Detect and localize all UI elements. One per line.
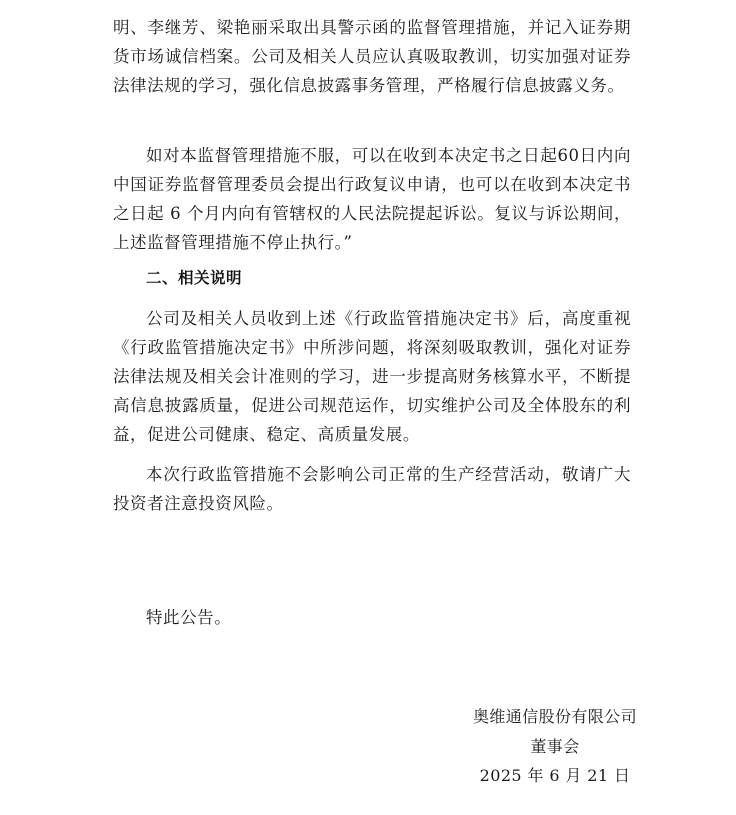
paragraph-company-response: 公司及相关人员收到上述《行政监管措施决定书》后，高度重视《行政监管措施决定书》中所涉问题，将深刻吸取教训，强化对证券法律法规及相关会计准则的学习，进一步提高财务核算水平，不断提高信息披露质量，促进公司规范运作，切实维护公司及全体股东的利益，促进公司健康、稳定、高质量发展。: [113, 309, 631, 444]
signature-date: 2025 年 6 月 21 日: [479, 766, 631, 785]
section-heading-related-notes: 二、相关说明: [146, 269, 243, 287]
signature-company-name: 奥维通信股份有限公司: [472, 707, 637, 726]
signature-block: [470, 702, 640, 791]
closing-statement: 特此公告。: [146, 608, 232, 627]
signature-board: 董事会: [530, 736, 580, 756]
paragraph-warning-letter-measures: 明、李继芳、梁艳丽采取出具警示函的监督管理措施，并记入证券期货市场诚信档案。公司及相关人员应认真吸取教训，切实加强对证券法律法规的学习，强化信息披露事务管理，严格履行信息披露义务。: [113, 18, 631, 95]
paragraph-risk-notice: 本次行政监管措施不会影响公司正常的生产经营活动，敬请广大投资者注意投资风险。: [113, 465, 631, 513]
paragraph-appeal-rights: 如对本监督管理措施不服，可以在收到本决定书之日起60日内向中国证券监督管理委员会提出行政复议申请，也可以在收到本决定书之日起 6 个月内向有管辖权的人民法院提起诉讼。复议与诉讼期间，上述监督管理措施不停止执行。”: [113, 146, 631, 252]
